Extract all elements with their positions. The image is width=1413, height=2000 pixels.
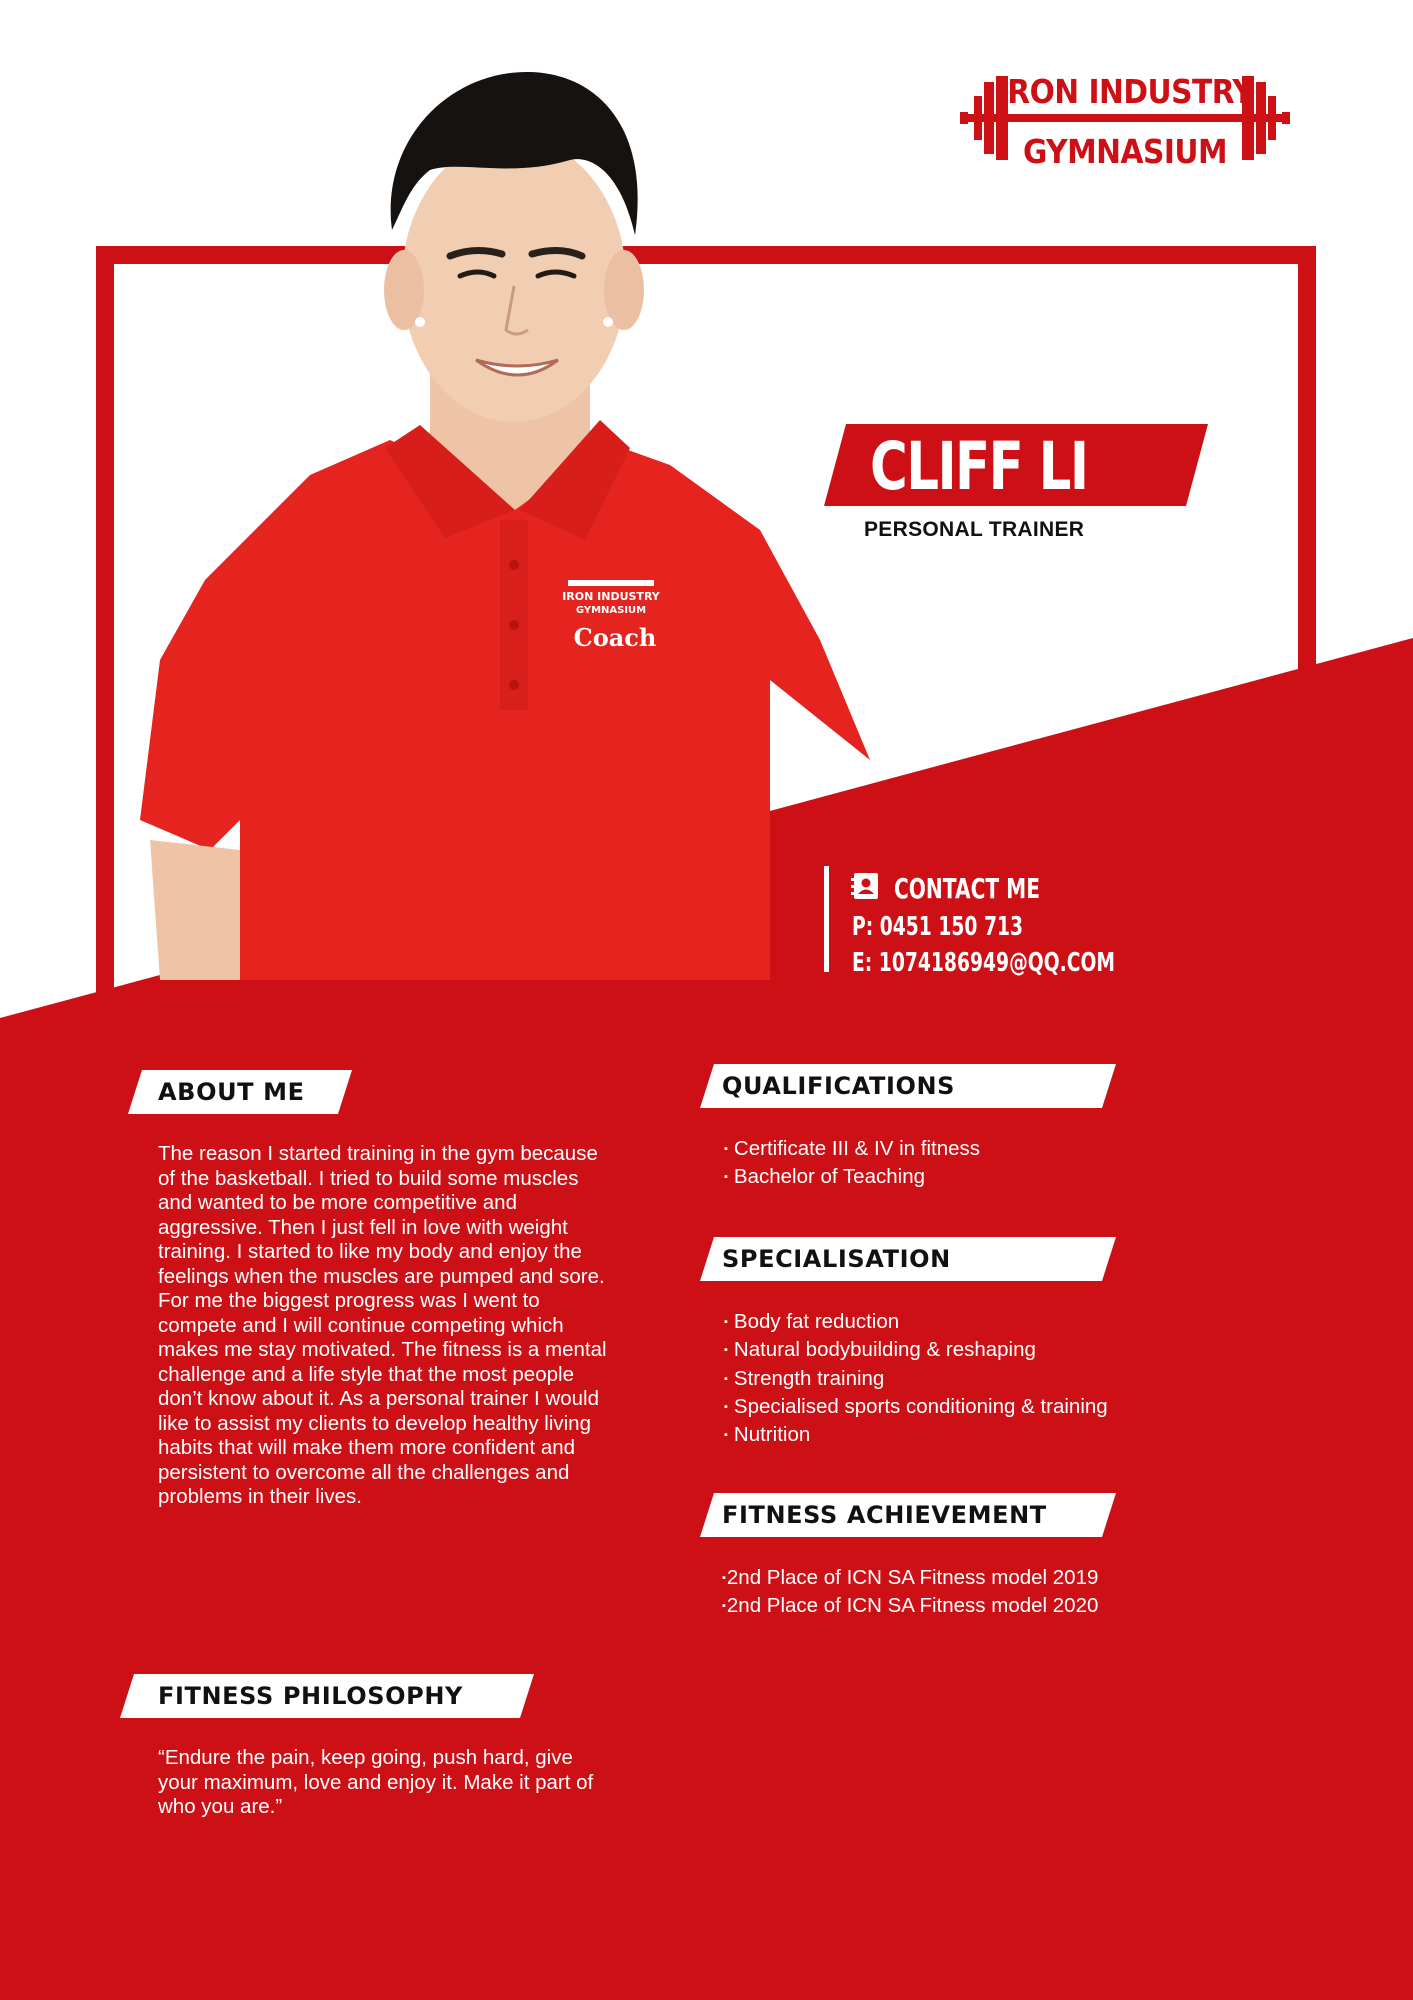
philosophy-text: “Endure the pain, keep going, push hard, give your maximum, love and enjoy it. Make it part of who you are.”	[158, 1746, 594, 1818]
phone-number: 0451 150 713	[879, 912, 1024, 942]
trainer-name: CLIFF LI	[870, 428, 1088, 505]
list-item: ▪ Body fat reduction	[724, 1310, 900, 1333]
list-item: ▪ Certificate III & IV in fitness	[724, 1137, 980, 1160]
list-item: ▪ Strength training	[724, 1366, 885, 1390]
left-arm	[150, 840, 240, 980]
list-item: ▪2nd Place of ICN SA Fitness model 2020	[722, 1594, 1099, 1618]
address-book-icon	[851, 871, 881, 901]
email-label: E:	[852, 948, 873, 978]
phone-label: P:	[852, 912, 874, 942]
list-item: ▪ Specialised sports conditioning & training	[724, 1394, 1108, 1418]
list-item: ▪2nd Place of ICN SA Fitness model 2019	[722, 1566, 1099, 1589]
list-item: ▪ Bachelor of Teaching	[724, 1165, 925, 1189]
about-text: The reason I started training in the gym because of the basketball. I tried to build some muscles and wanted to be more competitive and aggressive. Then I just fell in love with weight training. I started to like my body and enjoy the feelings when the muscles are pumped and sore. For me the biggest progress was I went to compete and I will continue competing which makes me stay motivated. The fitness is a mental challenge and a life style that the most people don’t know about it. As a personal trainer I would like to assist my clients to develop healthy living habits that will make them more confident and persistent to overcome all the challenges and problems in their lives.	[158, 1142, 607, 1508]
achievement-list	[722, 1564, 1098, 1621]
qualifications-heading	[700, 1064, 1116, 1108]
achievement-heading-text: FITNESS ACHIEVEMENT	[722, 1501, 1047, 1529]
brand-name-line1: IRON INDUSTRY	[996, 72, 1254, 111]
shirt-logo: IRON INDUSTRY	[562, 590, 660, 603]
contact-heading: CONTACT ME	[894, 872, 1041, 905]
trainer-photo	[130, 60, 890, 980]
contact-email[interactable]	[852, 948, 1115, 978]
contact-phone[interactable]	[852, 912, 1023, 942]
face	[402, 138, 626, 422]
achievement-heading	[700, 1493, 1116, 1537]
trainer-role: PERSONAL TRAINER	[864, 518, 1085, 541]
brand-logo	[960, 68, 1290, 178]
philosophy-heading	[120, 1674, 534, 1718]
specialisation-list	[724, 1308, 1108, 1449]
specialisation-heading	[700, 1237, 1116, 1281]
about-heading-text: ABOUT ME	[158, 1078, 305, 1106]
email-address: 1074186949@QQ.COM	[878, 948, 1116, 978]
list-item: ▪ Nutrition	[724, 1423, 811, 1447]
qualifications-list	[724, 1135, 980, 1192]
brand-name-line2: GYMNASIUM	[1022, 132, 1228, 171]
list-item: ▪ Natural bodybuilding & reshaping	[724, 1338, 1036, 1362]
specialisation-heading-text: SPECIALISATION	[722, 1245, 951, 1273]
about-heading	[128, 1070, 352, 1114]
svg-text:GYMNASIUM: GYMNASIUM	[575, 605, 647, 616]
philosophy-heading-text: FITNESS PHILOSOPHY	[158, 1682, 464, 1710]
qualifications-heading-text: QUALIFICATIONS	[722, 1072, 956, 1100]
shirt-coach-label: Coach	[573, 623, 657, 652]
contact-divider	[824, 866, 829, 972]
